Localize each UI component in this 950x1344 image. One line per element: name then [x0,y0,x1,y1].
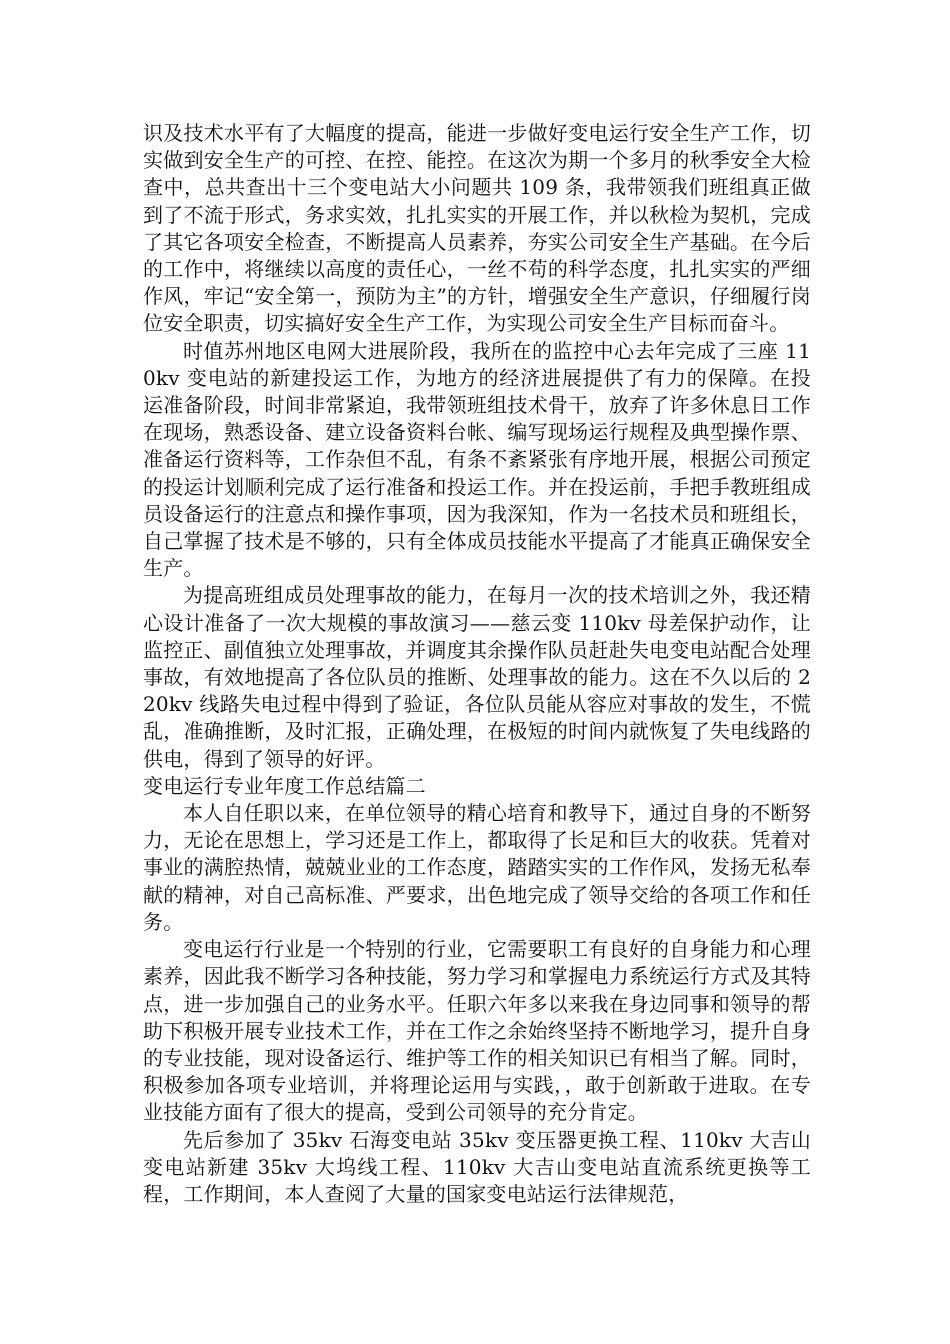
paragraph-5: 变电运行行业是一个特别的行业，它需要职工有良好的自身能力和心理素养，因此我不断学习各种技能，努力学习和掌握电力系统运行方式及其特点，进一步加强自己的业务水平。任职六年多以来我在身边同事和领导的帮助下积极开展专业技术工作，并在工作之余始终坚持不断地学习，提升自身的专业技能，现对设备运行、维护等工作的相关知识已有相当了解。同时，积极参加各项专业培训，并将理论运用与实践，，敢于创新敢于进取。在专业技能方面有了很大的提高，受到公司领导的充分肯定。 [143,937,811,1125]
paragraph-1: 识及技术水平有了大幅度的提高，能进一步做好变电运行安全生产工作，切实做到安全生产的可控、在控、能控。在这次为期一个多月的秋季安全大检查中，总共查出十三个变电站大小问题共 109 条，我带领我们班组真正做到了不流于形式，务求实效，扎扎实实的开展工作，并以秋检为契机，完成了其它各项安全检查，不断提高人员素养，夯实公司安全生产基础。在今后的工作中，将继续以高度的责任心，一丝不苟的科学态度，扎扎实实的严细作风，牢记“安全第一，预防为主”的方针，增强安全生产意识，仔细履行岗位安全职责，切实搞好安全生产工作，为实现公司安全生产目标而奋斗。 [143,121,811,336]
section-heading: 变电运行专业年度工作总结篇二 [143,773,426,798]
paragraph-2: 时值苏州地区电网大进展阶段，我所在的监控中心去年完成了三座 110kv 变电站的新建投运工作，为地方的经济进展提供了有力的保障。在投运准备阶段，时间非常紧迫，我带领班组技术骨干，放弃了许多休息日工作在现场，熟悉设备、建立设备资料台帐、编写现场运行规程及典型操作票、准备运行资料等，工作杂但不乱，有条不紊紧张有序地开展，根据公司预定的投运计划顺利完成了运行准备和投运工作。并在投运前，手把手教班组成员设备运行的注意点和操作事项，因为我深知，作为一名技术员和班组长，自己掌握了技术是不够的，只有全体成员技能水平提高了才能真正确保安全生产。 [143,338,811,581]
paragraph-6: 先后参加了 35kv 石海变电站 35kv 变压器更换工程、110kv 大吉山变电站新建 35kv 大坞线工程、110kv 大吉山变电站直流系统更换等工程，工作期间，本人查阅了大量的国家变电站运行法律规范， [143,1127,811,1206]
paragraph-4: 本人自任职以来，在单位领导的精心培育和教导下，通过自身的不断努力，无论在思想上，学习还是工作上，都取得了长足和巨大的收获。凭着对事业的满腔热情，兢兢业业的工作态度，踏踏实实的工作作风，发扬无私奉献的精神，对自己高标准、严要求，出色地完成了领导交给的各项工作和任务。 [143,801,811,934]
paragraph-3: 为提高班组成员处理事故的能力，在每月一次的技术培训之外，我还精心设计准备了一次大规模的事故演习——慈云变 110kv 母差保护动作，让监控正、副值独立处理事故，并调度其余操作队员赶赴失电变电站配合处理事故，有效地提高了各位队员的推断、处理事故的能力。这在不久以后的 220kv 线路失电过程中得到了验证，各位队员能从容应对事故的发生，不慌乱，准确推断，及时汇报，正确处理，在极短的时间内就恢复了失电线路的供电，得到了领导的好评。 [143,583,811,771]
document-body [143,120,811,1208]
